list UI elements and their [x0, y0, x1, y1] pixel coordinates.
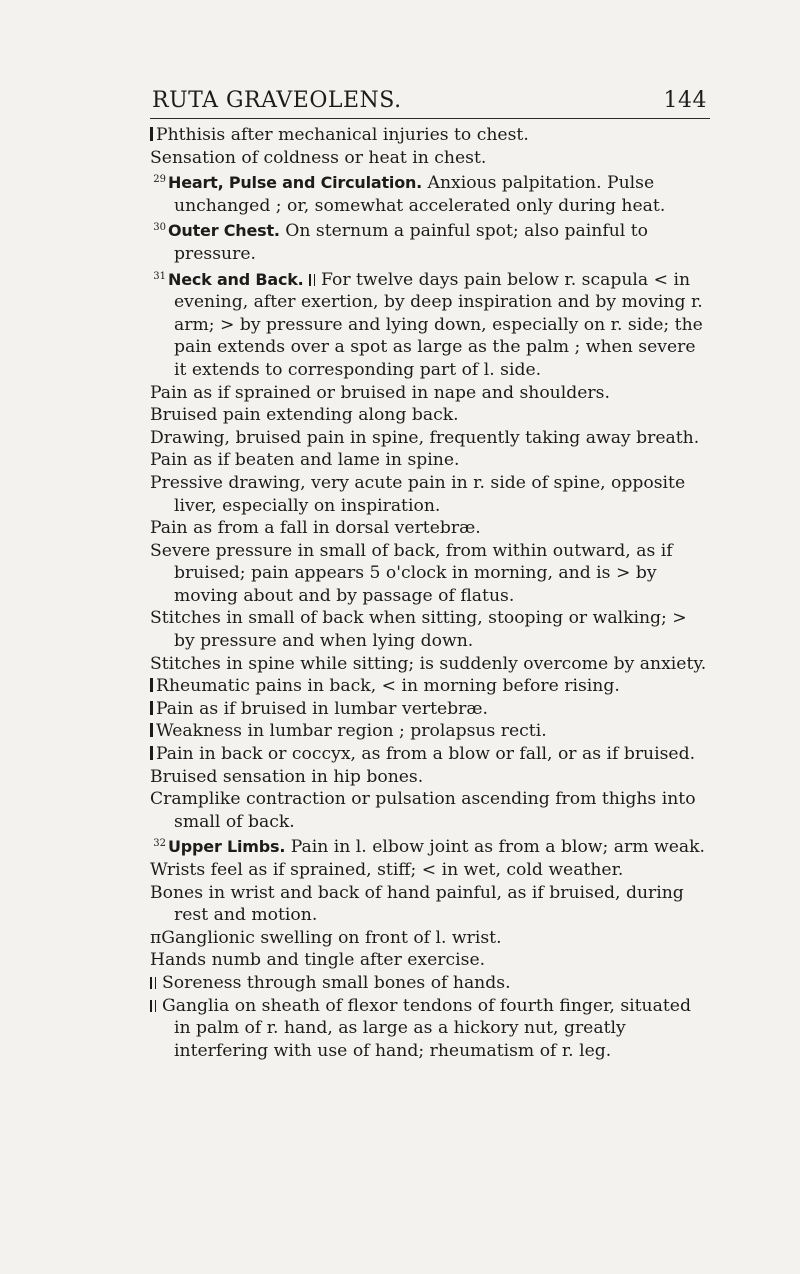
entry [150, 124, 710, 147]
section-heart-pulse-circulation [150, 169, 710, 217]
page-body [150, 124, 710, 1062]
entry-text: Pain in l. elbow joint as from a blow; arm weak. [290, 837, 705, 858]
section-heading: Outer Chest. [168, 221, 280, 241]
entry-text: Weakness in lumbar region ; prolapsus recti. [156, 721, 547, 742]
emphasis-mark [150, 995, 159, 1018]
section-number: 31 [153, 270, 166, 282]
entry [150, 882, 710, 927]
section-heading: Upper Limbs. [168, 837, 286, 857]
entry [150, 382, 710, 405]
entry-text: Bones in wrist and back of hand painful, as if bruised, during rest and motion. [150, 882, 684, 926]
entry-text: Drawing, bruised pain in spine, frequently taking away breath. [150, 427, 700, 448]
entry-text: Stitches in spine while sitting; is suddenly overcome by anxiety. [150, 653, 707, 674]
entry [150, 449, 710, 472]
running-title: RUTA GRAVEOLENS. [152, 88, 402, 113]
entry-text: Pain as if sprained or bruised in nape and shoulders. [150, 382, 610, 403]
emphasis-mark [150, 127, 153, 141]
entry [150, 427, 710, 450]
entry-text: Sensation of coldness or heat in chest. [150, 147, 487, 168]
entry-text: πGanglionic swelling on front of l. wrist. [150, 927, 502, 948]
section-number: 30 [153, 222, 166, 234]
emphasis-mark [150, 972, 159, 995]
entry [150, 404, 710, 427]
entry-text: Wrists feel as if sprained, stiff; < in wet, cold weather. [150, 860, 624, 880]
entry-text: Ganglia on sheath of flexor tendons of fourth finger, situated in palm of r. hand, as large as a hickory nut, greatly interfering with use of hand; rheumatism of r. leg. [162, 995, 691, 1061]
section-upper-limbs [150, 833, 710, 859]
entry [150, 927, 710, 950]
entry-text: Bruised sensation in hip bones. [150, 766, 424, 787]
emphasis-mark [309, 269, 318, 292]
page-number: 144 [663, 88, 707, 113]
entry [150, 949, 710, 972]
section-outer-chest [150, 217, 710, 265]
entry-text: Hands numb and tingle after exercise. [150, 950, 486, 971]
entry [150, 540, 710, 608]
entry [150, 147, 710, 170]
emphasis-mark [150, 678, 153, 692]
section-number: 29 [153, 174, 166, 186]
entry [150, 653, 710, 676]
entry-text: For twelve days pain below r. scapula < in evening, after exertion, by deep inspiration and by moving r. arm; > by pressure and lying down, especially on r. side; the pain extends over a spot as large as the palm ; when severe it extends to corresponding part of l. side. [174, 269, 703, 380]
section-heading: Heart, Pulse and Circulation. [168, 173, 423, 193]
entry [150, 766, 710, 789]
emphasis-mark [150, 723, 153, 737]
entry [150, 720, 710, 743]
entry-text: Stitches in small of back when sitting, stooping or walking; > by pressure and when lying down. [150, 608, 687, 652]
emphasis-mark [150, 746, 153, 760]
entry-text: Anxious palpitation. Pulse unchanged ; or, somewhat accelerated only during heat. [174, 173, 666, 216]
entry-text: Soreness through small bones of hands. [162, 972, 511, 993]
entry-text: On sternum a painful spot; also painful to pressure. [174, 221, 648, 264]
entry-text: Severe pressure in small of back, from within outward, as if bruised; pain appears 5 o'clock in morning, and is > by moving about and by passage of flatus. [150, 540, 673, 606]
entry [150, 972, 710, 995]
running-header [152, 90, 707, 112]
entry-text: Pain as if bruised in lumbar vertebræ. [156, 698, 489, 719]
entry-text: Rheumatic pains in back, < in morning before rising. [156, 676, 620, 697]
section-heading: Neck and Back. [168, 269, 304, 289]
entry [150, 472, 710, 517]
section-number: 32 [153, 838, 166, 850]
entry [150, 675, 710, 698]
entry [150, 607, 710, 652]
entry [150, 788, 710, 833]
emphasis-mark [150, 701, 153, 715]
entry-text: Pain as from a fall in dorsal vertebræ. [150, 518, 481, 539]
entry-text: Pain as if beaten and lame in spine. [150, 450, 460, 471]
header-rule [150, 118, 710, 119]
entry [150, 859, 710, 882]
entry [150, 743, 710, 766]
entry-text: Bruised pain extending along back. [150, 405, 459, 426]
section-neck-and-back [150, 266, 710, 382]
entry [150, 698, 710, 721]
entry [150, 995, 710, 1063]
entry-text: Pressive drawing, very acute pain in r. side of spine, opposite liver, especially on inspiration. [150, 472, 686, 516]
entry-text: Phthisis after mechanical injuries to chest. [156, 125, 529, 145]
entry [150, 517, 710, 540]
entry-text: Pain in back or coccyx, as from a blow or fall, or as if bruised. [156, 744, 696, 765]
entry-text: Cramplike contraction or pulsation ascending from thighs into small of back. [150, 789, 696, 832]
